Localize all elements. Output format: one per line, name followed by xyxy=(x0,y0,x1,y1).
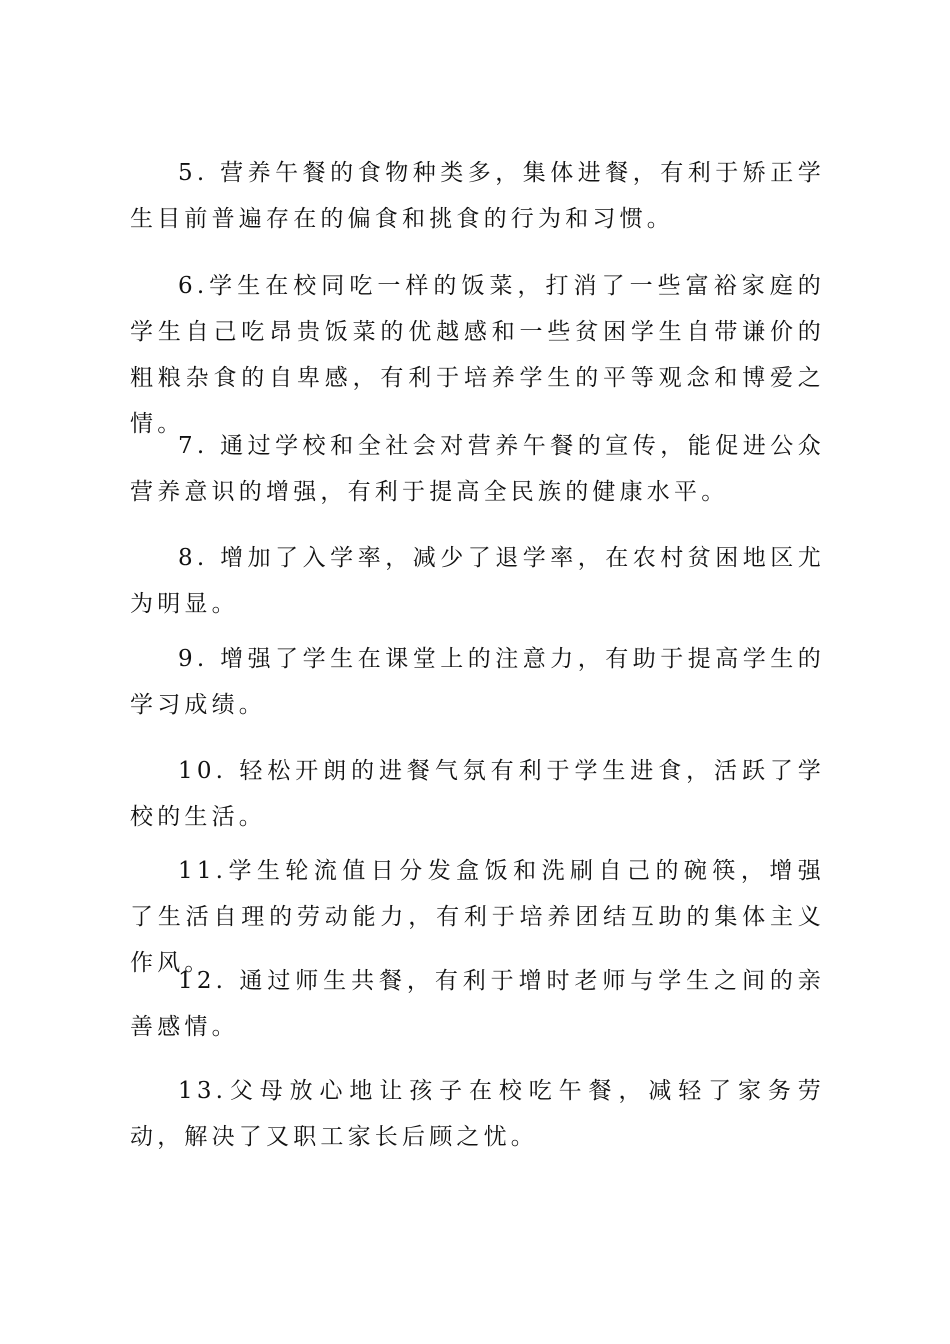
paragraph-12: 12. 通过师生共餐，有利于增时老师与学生之间的亲善感情。 xyxy=(130,968,825,1040)
paragraph-8: 8. 增加了入学率，减少了退学率，在农村贫困地区尤为明显。 xyxy=(130,545,825,617)
paragraph-7: 7. 通过学校和全社会对营养午餐的宣传，能促进公众营养意识的增强，有利于提高全民族的健康水平。 xyxy=(130,433,825,505)
paragraph-9: 9. 增强了学生在课堂上的注意力，有助于提高学生的学习成绩。 xyxy=(130,646,825,718)
paragraph-11: 11.学生轮流值日分发盒饭和洗刷自己的碗筷，增强了生活自理的劳动能力，有利于培养团结互助的集体主义作风。 xyxy=(130,858,825,976)
paragraph-5: 5. 营养午餐的食物种类多，集体进餐，有利于矫正学生目前普遍存在的偏食和挑食的行为和习惯。 xyxy=(130,160,825,232)
paragraph-10: 10. 轻松开朗的进餐气氛有利于学生进食，活跃了学校的生活。 xyxy=(130,758,825,830)
paragraph-13: 13.父母放心地让孩子在校吃午餐，减轻了家务劳动，解决了又职工家长后顾之忧。 xyxy=(130,1078,825,1150)
paragraph-6: 6.学生在校同吃一样的饭菜，打消了一些富裕家庭的学生自己吃昂贵饭菜的优越感和一些贫困学生自带谦价的粗粮杂食的自卑感，有利于培养学生的平等观念和博爱之情。 xyxy=(130,273,825,437)
